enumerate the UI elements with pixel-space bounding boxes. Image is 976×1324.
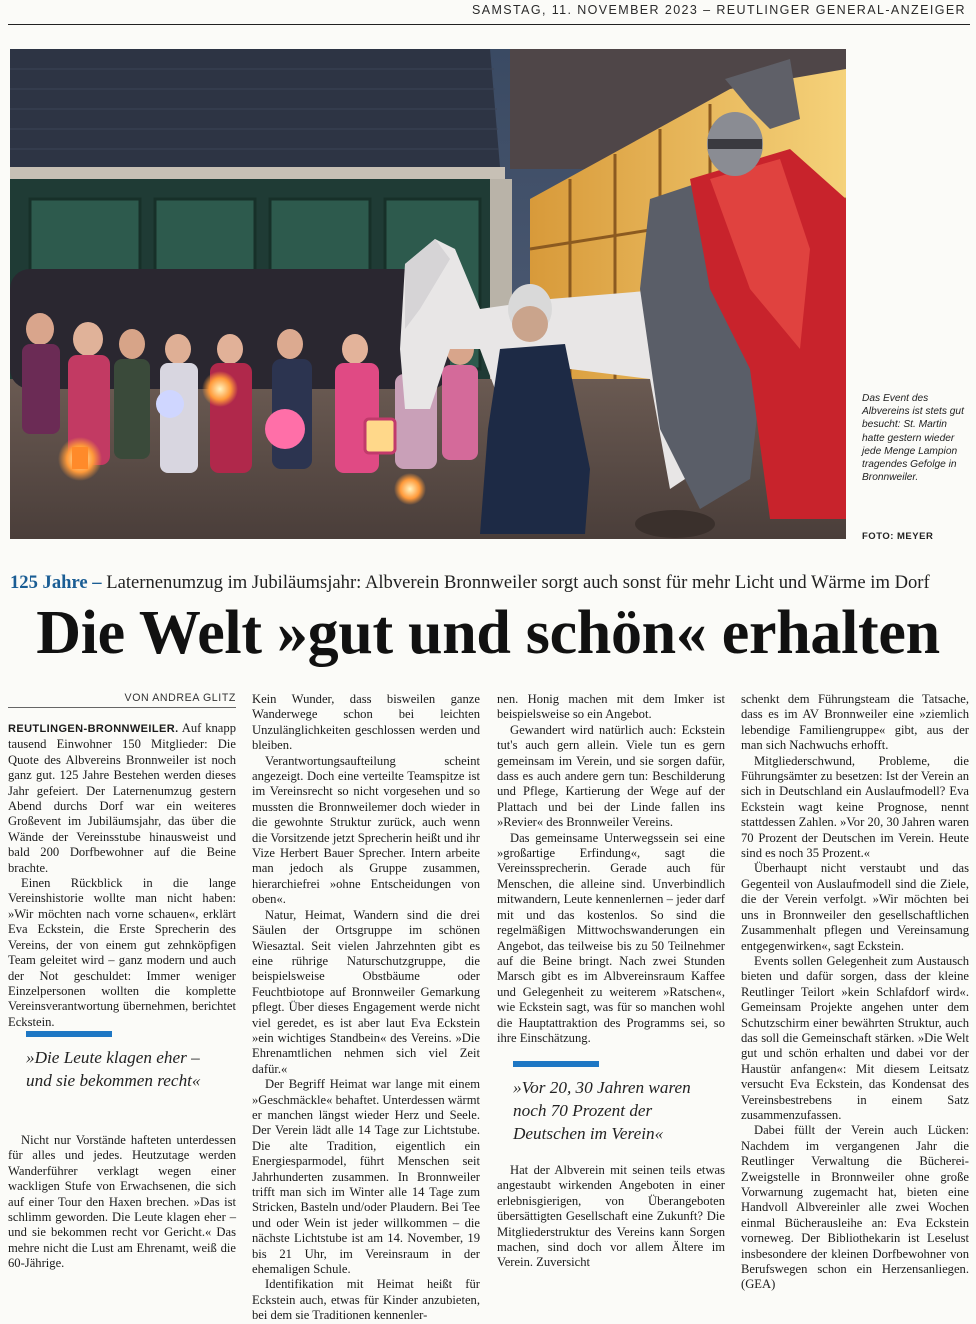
paragraph: Dabei füllt der Verein auch Lücken: Nachdem im vergangenen Jahr die Reutlinger Verwaltung die Bücherei-Zweigstelle in Bronnweiler ohne große Vorwarnung zugemacht hat, bieten eine Handvoll Albvereinler alle zwei Wochen einmal Bücherausleihe an: Eva Eckstein vorneweg. Der Bibliothekarin ist Leselust insbesondere der kleinen Dorfbewohner von Berufswegen schon ein Herzensanliegen. (GEA) [741,1123,969,1292]
kicker-text: Laternenumzug im Jubiläumsjahr: Albverein Bronnweiler sorgt auch sonst für mehr Licht und Wärme im Dorf [106,572,930,593]
byline: VON ANDREA GLITZ [8,692,236,708]
article-column-3 [497,692,725,1046]
paragraph: Gewandert wird natürlich auch: Eckstein tut's auch gern allein. Viele tun es gern gemeinsam im Verein, und sie sorgen dafür, dass es auch andere gern tun: Beschilderung und Pflege, Kartierung der Wege auf der Plattach und bei der Linde fallen ins »Revier« des Bronnweiler Vereins. [497,722,725,830]
newspaper-header: SAMSTAG, 11. NOVEMBER 2023 – REUTLINGER GENERAL-ANZEIGER [471,3,966,17]
article-column-1 [8,721,236,1030]
paragraph: Mitgliederschwund, Probleme, die Führungsämter zu besetzen: Ist der Verein an sich in Deutschland ein Auslaufmodell? Eva Eckstein wagt keine Prognose, nennt stattdessen Zahlen. »Vor 20, 30 Jahren waren 70 Prozent der Deutschen im Verein. Heute sind es noch 35 Prozent.« [741,753,969,861]
paragraph: Das gemeinsame Unterwegssein sei eine »großartige Erfindung«, sagt die Vereinssprecherin. Gerade auch für Menschen, die alleine sind. Unverbindlich mitwandern, Leute kennenlernen – jeder darf mit und das kostenlos. So sind die regelmäßigen Mittwochswanderungen ein Angebot, das teilweise bis zu 50 Teilnehmer auf die Beine bringt. Nach zwei Stunden Marsch gibt es im Albvereinsraum Kaffee und Gelegenheit zu weiterem »Ratschen«, wie Eckstein sagt, was für so manchen wohl die Hauptattraktion des Programms sei, so ihre Einschätzung. [497,830,725,1045]
paragraph: Events sollen Gelegenheit zum Austausch bieten und dafür sorgen, dass der kleine Reutlinger Teilort »kein Schlafdorf wird«. Gemeinsam Projekte angehen unter dem Schutzschirm einer bewährten Struktur, auch das soll die Gemeinschaft stärken. »Die Welt gut und schön erhalten und dabei vor der Haustür anfangen«: Mit diesem Leitsatz versucht Eva Eckstein, das Kondensat des Vereinsbestrebens in einem Satz zusammenzufassen. [741,953,969,1122]
article-column-1b [8,1133,236,1272]
header-rule [8,24,970,25]
article-kicker [10,572,970,594]
article-column-2 [252,692,480,1324]
paragraph: nen. Honig machen mit dem Imker ist beispielsweise so ein Angebot. [497,692,725,722]
quote-accent-bar [26,1031,112,1037]
paragraph: Natur, Heimat, Wandern sind die drei Säulen der Ortsgruppe im schönen Wiesaztal. Seit vielen Jahrzehnten gibt es eine rührige Naturschutzgruppe, die beispielsweise Obstbäume oder Feuchtbiotope auf Bronnweiler Gemarkung pflegt. Über dieses Engagement werde nicht viel geredet, es ist aber laut Eva Eckstein »ein wichtiges Standbein« des Vereins. »Die Ehrenamtlichen nehmen sich viel Zeit dafür.« [252,907,480,1076]
paragraph: schenkt dem Führungsteam die Tatsache, dass es im AV Bronnweiler eine »ziemlich lebendige Familiengruppe« gibt, aus der man sich Nachwuchs erhofft. [741,692,969,753]
photo-caption: Das Event des Albvereins ist stets gut besucht: St. Martin hatte gestern wieder jede Menge Lampion tragendes Gefolge in Bronnweiler. [862,393,964,484]
article-column-3b [497,1163,725,1271]
article-photo [10,49,846,539]
photo-credit: FOTO: MEYER [862,531,934,542]
paragraph: Verantwortungsaufteilung scheint angezeigt. Doch eine verteilte Teamspitze ist im Vereinsrecht so nicht vorgesehen und so mussten die Bronnweilemer doch wieder in die gewohnte Struktur zurück, auch wenn die Vorsitzende jetzt Sprecherin heißt und ihr Vize Herbert Bauer Sprecher. Intern arbeite man jedoch als Gruppe zusammen, hierarchiefrei »ohne Entscheidungen von oben«. [252,753,480,907]
article-column-4 [741,692,969,1293]
paragraph: Kein Wunder, dass bisweilen ganze Wanderwege schon bei leichten Unzulänglichkeiten geschlossen werden und bleiben. [252,692,480,753]
paragraph: Nicht nur Vorstände hafteten unterdessen für alles und jedes. Heutzutage werden Wanderführer verklagt wegen einer wackligen Stufe von Erwachsenen, die sich auf einer Tour den Haxen brechen. »Das ist schlimm geworden. Die Leute klagen eher – und sie bekommen recht vor Gericht.« Das mehre nicht die Lust am Ehrenamt, weiß die 60-Jährige. [8,1133,236,1271]
article-headline: Die Welt »gut und schön« erhalten [36,599,940,667]
quote-accent-bar [513,1061,599,1067]
paragraph: Identifikation mit Heimat heißt für Eckstein auch, etwas für Kinder anzubieten, bei dem sie Traditionen kennenler- [252,1277,480,1323]
paragraph-text: Auf knapp tausend Einwohner 150 Mitglieder: Die Quote des Albvereins Bronnweiler ist noch ganz gut. 125 Jahre Bestehen werden dieses Jahr gefeiert. Der Laternenumzug gestern Abend durchs Dorf war ein weiteres Großevent im Jubiläumsjahr, das über die Wände der Vereinsstube hinausweist und bald 200 Dorfbewohner auf die Beine brachte. [8,721,236,875]
pull-quote: »Die Leute klagen eher – und sie bekommen recht« [26,1048,201,1090]
paragraph: Einen Rückblick in die lange Vereinshistorie wollte man nicht haben: »Wir möchten nach vorne schauen«, erklärt Eva Eckstein, die Erste Sprecherin des Vereins, der von einem gut zehnköpfigen Team geleitet wird – ganz modern und auch der Not geschuldet: Immer weniger Einzelpersonen wollten die komplette Vereinsverantwortung übernehmen, berichtet Eckstein. [8,876,236,1029]
kicker-label: 125 Jahre – [10,572,102,593]
pull-quote: »Vor 20, 30 Jahren waren noch 70 Prozent der Deutschen im Verein« [513,1078,691,1143]
paragraph: Hat der Albverein mit seinen teils etwas angestaubt wirkenden Angeboten in einer erlebnisgierigen, von Überangeboten übersättigten Gesellschaft eine Zukunft? Die Mitgliederstruktur des Vereins kann Sorgen machen, sind doch vor allem Ältere im Verein. Zuversicht [497,1163,725,1270]
paragraph [8,721,236,876]
paragraph: Überhaupt nicht verstaubt und das Gegenteil von Auslaufmodell sind die Ziele, die der Verein verfolgt. »Wir möchten bei uns in Bronnweiler den gesellschaftlichen Zusammenhalt pflegen und Vereinsamung entgegenwirken«, sagt Eckstein. [741,861,969,953]
paragraph: Der Begriff Heimat war lange mit einem »Geschmäckle« behaftet. Unterdessen wärmt er manchen längst wieder Herz und Seele. Der Verein lädt alle 14 Tage zur Lichtstube. Die alte Tradition, eigentlich ein Energiesparmodel, führt Menschen seit Jahrhunderten zusammen. In Bronnweiler trifft man sich im Winter alle 14 Tage zum Stricken, Basteln und/oder Plaudern. Bei Tee und oder Wein ist jeder willkommen – die nächste Lichtstube ist am 14. November, 19 bis 21 Uhr, im Vereinsraum in der ehemaligen Schule. [252,1077,480,1277]
dateline: REUTLINGEN-BRONNWEILER. [8,723,179,735]
